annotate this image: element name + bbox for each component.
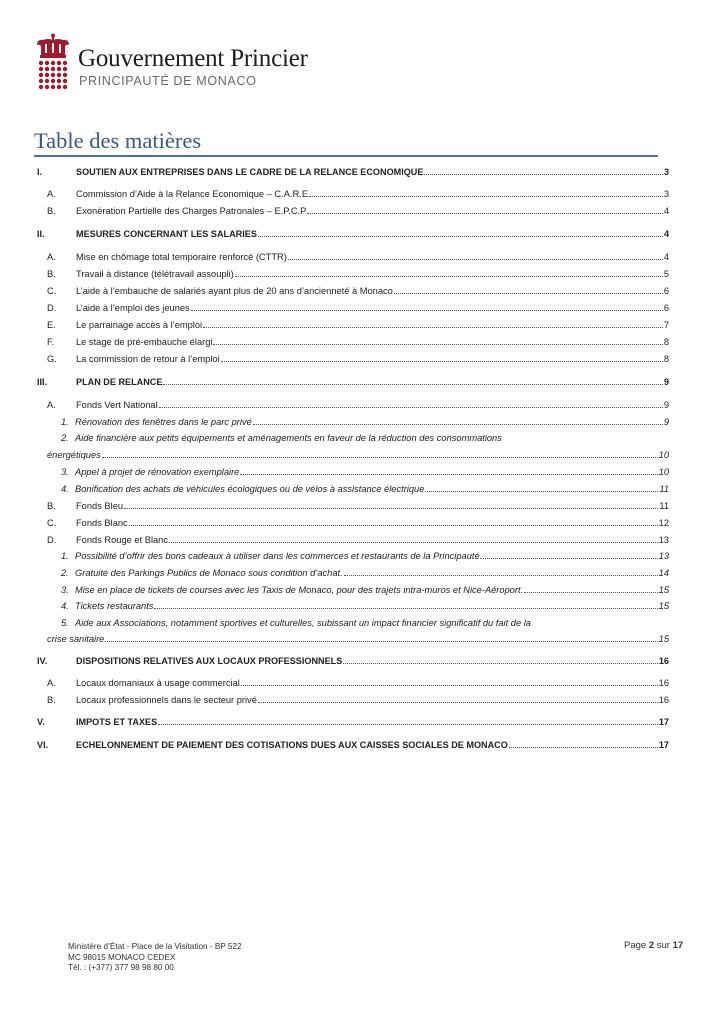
toc-item-link[interactable]: [47, 320, 669, 330]
toc-item-link[interactable]: [47, 518, 669, 528]
dot-leader: [258, 702, 658, 703]
footer-address: [68, 942, 242, 974]
dot-leader: [129, 525, 658, 526]
toc-subitem-link[interactable]: [61, 467, 669, 477]
entry-page: 8: [663, 337, 669, 347]
toc-item-link[interactable]: [47, 535, 669, 545]
crown-shield-icon: [34, 33, 72, 91]
entry-title: Rénovation des fenêtres dans le parc privé: [75, 417, 252, 427]
toc-section-link[interactable]: [37, 717, 669, 727]
dot-leader: [258, 236, 663, 237]
page-title: Table des matières: [34, 128, 202, 153]
dot-leader: [102, 457, 658, 458]
entry-page: 17: [658, 740, 669, 750]
entry-number: 2.: [61, 568, 69, 578]
entry-number: V.: [37, 717, 45, 727]
toc-subitem-link[interactable]: [61, 551, 669, 561]
logo-dot: [39, 85, 43, 89]
entry-page: 16: [658, 678, 669, 688]
toc-item-link[interactable]: [47, 252, 669, 262]
entry-number: 5.: [61, 618, 69, 628]
dot-leader: [424, 174, 662, 175]
toc-subitem-continuation[interactable]: [47, 450, 669, 460]
toc-item-link[interactable]: [47, 269, 669, 279]
entry-number: F.: [47, 337, 55, 347]
entry-page: 14: [658, 568, 669, 578]
logo-dot: [39, 61, 43, 65]
entry-title: PLAN DE RELANCE: [76, 377, 163, 387]
logo-dot: [39, 67, 43, 71]
logo-dot: [45, 73, 49, 77]
logo-dot: [63, 61, 67, 65]
dot-leader: [169, 542, 658, 543]
entry-title: Fonds Blanc: [76, 518, 128, 528]
entry-page: 4: [663, 252, 669, 262]
title-rule-divider: [34, 155, 658, 157]
toc-item-link[interactable]: [47, 189, 669, 199]
entry-page: 6: [663, 303, 669, 313]
logo-dot: [57, 79, 61, 83]
logo-dot: [51, 67, 55, 71]
entry-number: A.: [47, 400, 56, 410]
entry-title: Mise en chômage total temporaire renforcé (CTTR): [76, 252, 287, 262]
entry-page: 4: [663, 206, 669, 216]
entry-number: VI.: [37, 740, 49, 750]
entry-title: IMPOTS ET TAXES: [76, 717, 158, 727]
entry-title: L’aide à l’emploi des jeunes: [76, 303, 190, 313]
logo-dot: [45, 79, 49, 83]
entry-title: L’aide à l’embauche de salariés ayant plus de 20 ans d’ancienneté à Monaco: [76, 286, 393, 296]
entry-number: 4.: [61, 484, 69, 494]
entry-page: 10: [658, 467, 669, 477]
dot-leader: [309, 196, 663, 197]
entry-number: 1.: [61, 551, 69, 561]
entry-number: A.: [47, 678, 56, 688]
dot-leader: [105, 641, 657, 642]
entry-number: D.: [47, 303, 57, 313]
entry-title: La commission de retour à l’emploi: [76, 354, 220, 364]
entry-number: 3.: [61, 467, 69, 477]
entry-page: 6: [663, 286, 669, 296]
entry-title: Le stage de pré-embauche élargi: [76, 337, 213, 347]
entry-page: 9: [663, 377, 669, 387]
page-separator: sur: [656, 940, 670, 951]
entry-page: 17: [658, 717, 669, 727]
entry-title: Mise en place de tickets de courses avec les Taxis de Monaco, pour des trajets intra-muros et Nice-Aéroport.: [75, 585, 524, 595]
dot-leader: [288, 259, 663, 260]
entry-page: 15: [658, 601, 669, 611]
entry-title: DISPOSITIONS RELATIVES AUX LOCAUX PROFESSIONNELS: [76, 656, 343, 666]
toc-section-link[interactable]: [37, 229, 669, 239]
entry-number: C.: [47, 518, 57, 528]
entry-title: Appel à projet de rénovation exemplaire: [75, 467, 240, 477]
dot-leader: [124, 508, 658, 509]
dot-leader: [343, 663, 658, 664]
entry-title: Aide aux Associations, notamment sportives et culturelles, subissant un impact financier significatif du fait de la: [75, 618, 531, 628]
entry-number: 1.: [61, 417, 69, 427]
toc-subitem-link[interactable]: [61, 568, 669, 578]
address-line: MC 98015 MONACO CEDEX: [68, 952, 176, 962]
entry-number: D.: [47, 535, 57, 545]
toc-item-link[interactable]: [47, 337, 669, 347]
toc-item-link[interactable]: [47, 206, 669, 216]
entry-page: 7: [663, 320, 669, 330]
toc-section-link[interactable]: [37, 656, 669, 666]
dot-leader: [235, 276, 663, 277]
dot-leader: [203, 327, 663, 328]
toc-subitem-link[interactable]: [61, 601, 669, 611]
entry-number: G.: [47, 354, 57, 364]
logo-dot: [57, 73, 61, 77]
toc-item-link[interactable]: [47, 354, 669, 364]
entry-title: Travail à distance (télétravail assoupli): [76, 269, 234, 279]
entry-page: 15: [658, 634, 669, 644]
page-current: 2: [648, 940, 655, 951]
entry-page: 9: [663, 417, 669, 427]
logo-dot: [45, 61, 49, 65]
entry-number: B.: [47, 206, 56, 216]
logo-dot: [57, 61, 61, 65]
entry-page: 15: [658, 585, 669, 595]
dot-leader: [159, 407, 663, 408]
entry-page: 13: [658, 535, 669, 545]
entry-title: MESURES CONCERNANT LES SALARIES: [76, 229, 257, 239]
toc-section-link[interactable]: [37, 167, 669, 177]
entry-title: Fonds Vert National: [76, 400, 158, 410]
entry-title: Le parrainage accès à l’emploi: [76, 320, 203, 330]
entry-page: 11: [659, 501, 669, 511]
entry-number: I.: [37, 167, 43, 177]
entry-number: 4.: [61, 601, 69, 611]
logo-dot: [39, 73, 43, 77]
dot-leader: [240, 474, 657, 475]
toc-item-link[interactable]: [47, 678, 669, 688]
toc-subitem-continuation[interactable]: [47, 634, 669, 644]
dot-leader: [154, 608, 657, 609]
toc-section-link[interactable]: [37, 377, 669, 387]
logo-dot: [63, 79, 67, 83]
entry-number: IV.: [37, 656, 48, 666]
logo-dot: [51, 79, 55, 83]
toc-subitem-link[interactable]: [61, 417, 669, 427]
entry-page: 13: [658, 551, 669, 561]
dot-leader: [253, 424, 663, 425]
toc-subitem-link[interactable]: [61, 618, 669, 628]
dot-leader: [191, 310, 663, 311]
entry-number: 2.: [61, 433, 69, 443]
dot-leader: [241, 685, 658, 686]
dot-leader: [213, 344, 662, 345]
entry-page: 11: [659, 484, 669, 494]
entry-page: 4: [663, 229, 669, 239]
logo-dot: [45, 67, 49, 71]
entry-title: Gratuité des Parkings Publics de Monaco sous condition d’achat.: [75, 568, 343, 578]
toc-item-link[interactable]: [47, 303, 669, 313]
toc-item-link[interactable]: [47, 501, 669, 511]
address-line: Ministère d’État - Place de la Visitation - BP 522: [68, 942, 242, 951]
toc-subitem-link[interactable]: [61, 484, 669, 494]
page-number: [624, 940, 683, 951]
toc-subitem-link[interactable]: [61, 433, 669, 443]
entry-page: 16: [658, 695, 669, 705]
logo-dot: [57, 67, 61, 71]
entry-page: 3: [663, 189, 669, 199]
page-total: 17: [672, 940, 684, 951]
entry-page: 8: [663, 354, 669, 364]
entry-number: B.: [47, 695, 56, 705]
toc-item-link[interactable]: [47, 695, 669, 705]
dot-leader: [425, 491, 658, 492]
entry-number: B.: [47, 269, 56, 279]
page-prefix: Page: [624, 940, 647, 951]
toc-subitem-link[interactable]: [61, 585, 669, 595]
entry-title: Fonds Bleu: [76, 501, 124, 511]
dot-leader: [221, 361, 663, 362]
logo-subtitle: PRINCIPAUTÉ DE MONACO: [79, 74, 257, 88]
dot-leader: [158, 724, 658, 725]
entry-title: Bonification des achats de véhicules écologiques ou de vélos à assistance électrique: [75, 484, 425, 494]
dot-leader: [524, 592, 657, 593]
entry-page: 9: [663, 400, 669, 410]
dot-leader: [163, 384, 663, 385]
entry-title: Possibilité d’offrir des bons cadeaux à utiliser dans les commerces et restaurants de la Principauté.: [75, 551, 483, 561]
entry-title: Tickets restaurants: [75, 601, 154, 611]
entry-number: E.: [47, 320, 56, 330]
entry-number: A.: [47, 252, 56, 262]
dot-leader: [483, 558, 657, 559]
entry-title: Aide financière aux petits équipements et aménagements en faveur de la réduction des consommations: [75, 433, 502, 443]
logo-dot: [51, 73, 55, 77]
dot-leader: [344, 575, 658, 576]
entry-page: 5: [663, 269, 669, 279]
address-line: Tél. : (+377) 377 98 98 80 00: [68, 963, 174, 972]
logo-dot: [45, 85, 49, 89]
logo-title: Gouvernement Princier: [78, 45, 308, 72]
entry-title: Fonds Rouge et Blanc: [76, 535, 168, 545]
entry-title: ECHELONNEMENT DE PAIEMENT DES COTISATIONS DUES AUX CAISSES SOCIALES DE MONACO: [76, 740, 508, 750]
entry-title-continued: crise sanitaire: [47, 634, 105, 644]
logo-dot: [57, 85, 61, 89]
entry-title: SOUTIEN AUX ENTREPRISES DANS LE CADRE DE LA RELANCE ECONOMIQUE: [76, 167, 424, 177]
toc-item-link[interactable]: [47, 286, 669, 296]
entry-number: A.: [47, 189, 56, 199]
logo-dot: [51, 61, 55, 65]
logo-dot: [63, 67, 67, 71]
entry-number: C.: [47, 286, 57, 296]
entry-page: 12: [658, 518, 669, 528]
entry-number: B.: [47, 501, 56, 511]
dot-leader: [509, 747, 658, 748]
logo-dot: [51, 85, 55, 89]
entry-title: Locaux professionnels dans le secteur privé: [76, 695, 257, 705]
entry-title: Exonération Partielle des Charges Patronales – E.P.C.P: [76, 206, 307, 216]
entry-title: Commission d’Aide à la Relance Economique – C.A.R.E: [76, 189, 309, 199]
entry-page: 10: [658, 450, 669, 460]
dot-leader: [394, 293, 663, 294]
entry-page: 3: [663, 167, 669, 177]
logo-dot: [39, 79, 43, 83]
logo: [34, 33, 334, 93]
entry-page: 16: [658, 656, 669, 666]
logo-dot: [63, 85, 67, 89]
entry-number: 3.: [61, 585, 69, 595]
entry-title: Locaux domaniaux à usage commercial: [76, 678, 240, 688]
dot-leader: [307, 213, 663, 214]
entry-title-continued: énergétiques: [47, 450, 101, 460]
entry-number: III.: [37, 377, 48, 387]
entry-number: II.: [37, 229, 45, 239]
logo-dot: [63, 73, 67, 77]
toc-section-link[interactable]: [37, 740, 669, 750]
toc-item-link[interactable]: [47, 400, 669, 410]
